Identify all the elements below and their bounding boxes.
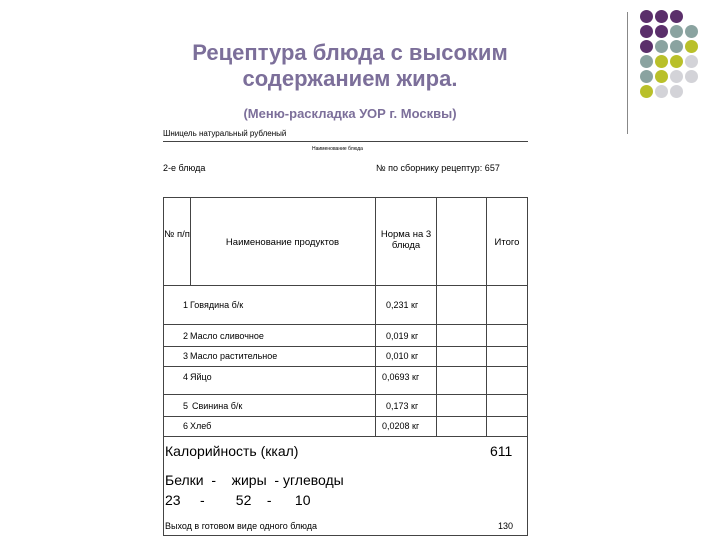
row-product: Масло сливочное [190, 331, 264, 341]
decor-dot [685, 70, 698, 83]
decor-dot [670, 10, 683, 23]
decor-dot [640, 85, 653, 98]
row-number: 4 [182, 372, 188, 382]
page-title-line2: содержанием жира. [242, 66, 458, 91]
decor-dot [685, 25, 698, 38]
bju-values: 23 - 52 - 10 [165, 492, 311, 508]
bju-label: Белки - жиры - углеводы [165, 472, 344, 488]
decor-dot [685, 40, 698, 53]
row-number: 1 [182, 300, 188, 310]
decor-dot [655, 10, 668, 23]
decor-dot [685, 55, 698, 68]
decor-dot [640, 40, 653, 53]
calorie-value: 611 [490, 443, 513, 459]
page-subtitle: (Меню-раскладка УОР г. Москвы) [243, 106, 457, 121]
decor-dot [640, 70, 653, 83]
row-number: 5 [182, 401, 188, 411]
decor-dot [640, 10, 653, 23]
row-product: Хлеб [190, 421, 212, 431]
course-label: 2-е блюда [163, 163, 206, 173]
collection-number: № по сборнику рецептур: 657 [376, 163, 500, 173]
decor-divider [627, 12, 628, 134]
row-amount: 0,231 кг [386, 300, 419, 310]
row-amount: 0,0693 кг [382, 372, 420, 382]
yield-value: 130 [498, 521, 514, 531]
row-amount: 0,019 кг [386, 331, 419, 341]
page-title-line1: Рецептура блюда с высоким [192, 40, 508, 65]
decor-dot [670, 40, 683, 53]
decor-dot [670, 85, 683, 98]
row-amount: 0,010 кг [386, 351, 419, 361]
row-number: 2 [182, 331, 188, 341]
decor-dot [655, 40, 668, 53]
row-number: 6 [182, 421, 188, 431]
column-header-total: Итого [494, 237, 520, 248]
decor-dot [655, 70, 668, 83]
dish-name-caption: Наименование блюда [312, 146, 363, 152]
row-product: Свинина б/к [192, 401, 243, 411]
column-header-norm: Норма на 3 блюда [380, 229, 432, 251]
row-amount: 0,173 кг [386, 401, 419, 411]
decor-dot [640, 25, 653, 38]
column-header-product: Наименование продуктов [225, 237, 340, 248]
calorie-label: Калорийность (ккал) [165, 443, 299, 459]
row-product: Яйцо [190, 372, 212, 382]
column-header-number: № п/п [164, 229, 190, 240]
decor-dot [670, 55, 683, 68]
row-product: Масло растительное [190, 351, 278, 361]
dish-name: Шницель натуральный рубленый [163, 129, 287, 138]
decor-dot [670, 70, 683, 83]
decor-dot [655, 85, 668, 98]
decor-dot [670, 25, 683, 38]
decor-dot [655, 55, 668, 68]
decor-dot [640, 55, 653, 68]
row-number: 3 [182, 351, 188, 361]
decor-dot [655, 25, 668, 38]
row-product: Говядина б/к [190, 300, 244, 310]
row-amount: 0,0208 кг [382, 421, 420, 431]
yield-label: Выход в готовом виде одного блюда [165, 521, 318, 531]
